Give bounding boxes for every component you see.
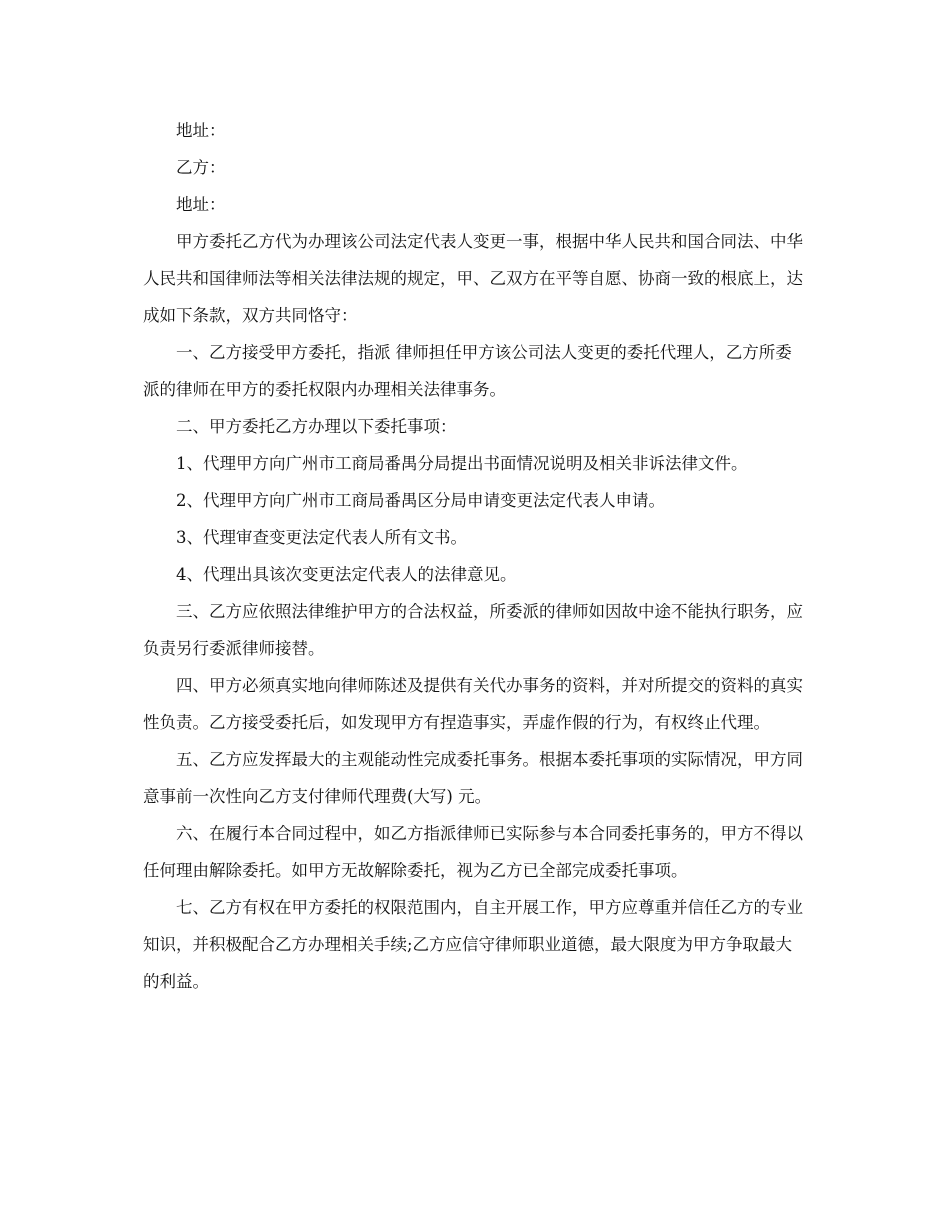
party-b-address-line: 地址： — [176, 195, 226, 214]
clause-2-item-2: 2、代理甲方向广州市工商局番禺区分局申请变更法定代表人申请。 — [176, 491, 665, 510]
clause-3-paragraph: 三、乙方应依照法律维护甲方的合法权益，所委派的律师如因故中途不能执行职务，应负责另行委派律师接替。 — [143, 602, 803, 658]
party-b-line: 乙方： — [176, 158, 226, 177]
clause-2-item-3: 3、代理审查变更法定代表人所有文书。 — [176, 528, 467, 547]
clause-5-paragraph: 五、乙方应发挥最大的主观能动性完成委托事务。根据本委托事项的实际情况，甲方同意事前一次性向乙方支付律师代理费(大写) 元。 — [143, 750, 803, 806]
clause-2-item-4: 4、代理出具该次变更法定代表人的法律意见。 — [176, 565, 517, 584]
clause-4-paragraph: 四、甲方必须真实地向律师陈述及提供有关代办事务的资料，并对所提交的资料的真实性负责。乙方接受委托后，如发现甲方有捏造事实，弄虚作假的行为，有权终止代理。 — [143, 676, 803, 732]
clause-2-paragraph: 二、甲方委托乙方办理以下委托事项： — [176, 417, 457, 436]
party-a-address-line: 地址： — [176, 121, 226, 140]
clause-7-paragraph: 七、乙方有权在甲方委托的权限范围内，自主开展工作，甲方应尊重并信任乙方的专业知识，并积极配合乙方办理相关手续;乙方应信守律师职业道德，最大限度为甲方争取最大的利益。 — [143, 898, 803, 991]
clause-1-paragraph: 一、乙方接受甲方委托，指派 律师担任甲方该公司法人变更的委托代理人，乙方所委派的律师在甲方的委托权限内办理相关法律事务。 — [143, 343, 792, 399]
clause-6-paragraph: 六、在履行本合同过程中，如乙方指派律师已实际参与本合同委托事务的，甲方不得以任何理由解除委托。如甲方无故解除委托，视为乙方已全部完成委托事项。 — [143, 824, 803, 880]
clause-2-item-1: 1、代理甲方向广州市工商局番禺分局提出书面情况说明及相关非诉法律文件。 — [176, 454, 748, 473]
document-page — [143, 112, 807, 1000]
preamble-paragraph: 甲方委托乙方代为办理该公司法定代表人变更一事，根据中华人民共和国合同法、中华人民共和国律师法等相关法律法规的规定，甲、乙双方在平等自愿、协商一致的根底上，达成如下条款，双方共同恪守： — [143, 232, 803, 325]
